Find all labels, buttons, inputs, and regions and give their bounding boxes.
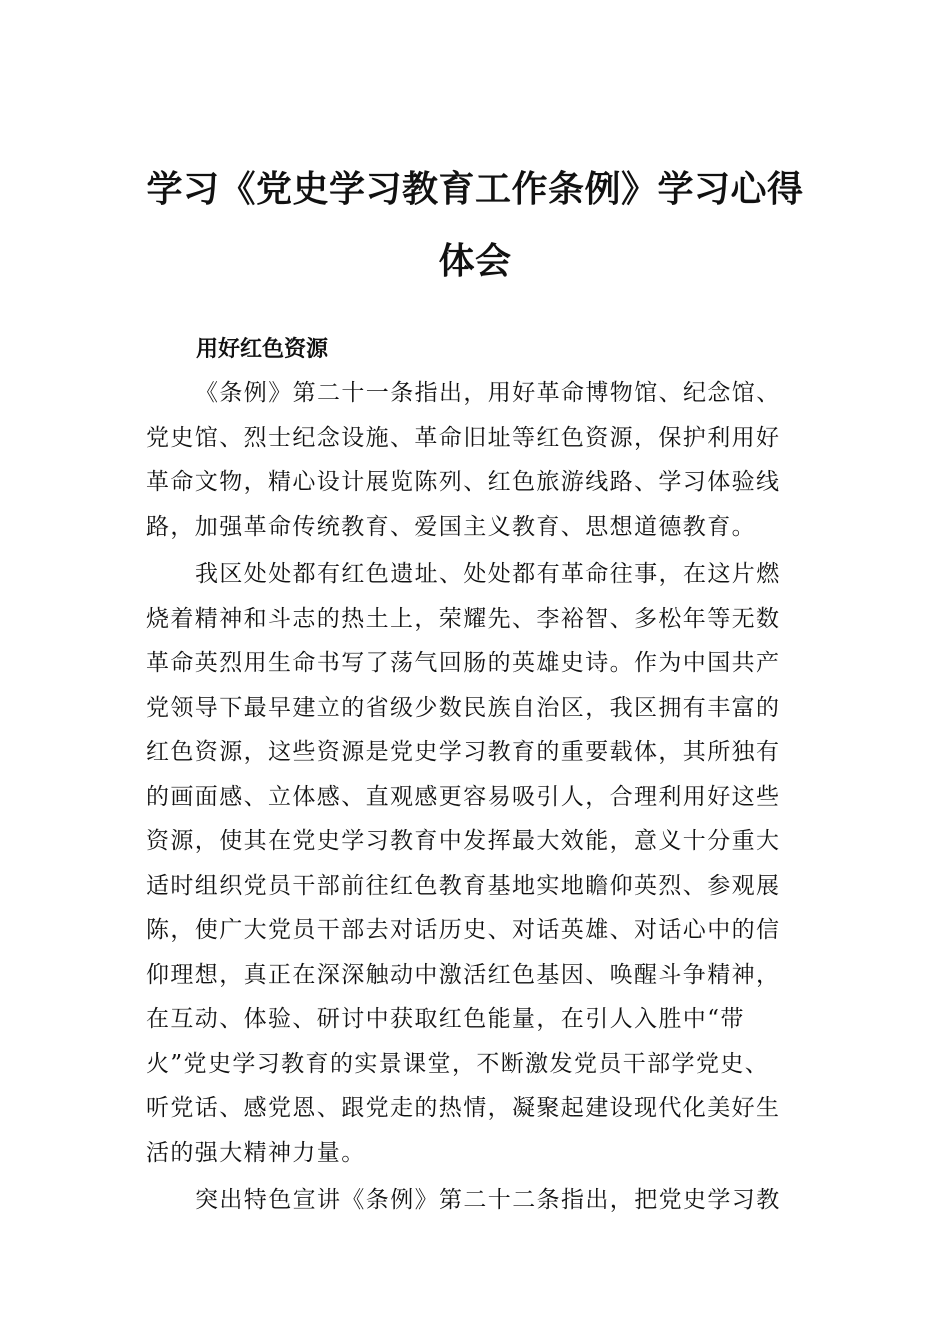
paragraph-line: 红色资源，这些资源是党史学习教育的重要载体，其所独有 — [146, 739, 781, 765]
paragraph-line: 适时组织党员干部前往红色教育基地实地瞻仰英烈、参观展 — [146, 872, 781, 899]
paragraph-line: 仰理想，真正在深深触动中激活红色基因、唤醒斗争精神， — [146, 961, 781, 988]
paragraph-line: 听党话、感党恩、跟党走的热情，凝聚起建设现代化美好生 — [146, 1095, 781, 1121]
paragraph-2 — [146, 552, 826, 1175]
paragraph-1 — [146, 371, 826, 549]
paragraph-line: 活的强大精神力量。 — [146, 1139, 366, 1166]
title-line-1: 学习《党史学习教育工作条例》学习心得 — [146, 169, 804, 210]
paragraph-line: 党领导下最早建立的省级少数民族自治区，我区拥有丰富的 — [146, 694, 781, 721]
paragraph-line: 我区处处都有红色遗址、处处都有革命往事，在这片燃 — [195, 561, 781, 587]
section-heading: 用好红色资源 — [196, 337, 329, 362]
paragraph-line: 路，加强革命传统教育、爱国主义教育、思想道德教育。 — [146, 513, 756, 540]
paragraph-line: 的画面感、立体感、直观感更容易吸引人，合理利用好这些 — [146, 783, 781, 810]
paragraph-line: 突出特色宣讲《条例》第二十二条指出，把党史学习教 — [195, 1187, 781, 1213]
document-title — [135, 154, 815, 298]
paragraph-line: 党史馆、烈士纪念设施、革命旧址等红色资源，保护利用好 — [146, 424, 781, 451]
paragraph-line: 《条例》第二十一条指出，用好革命博物馆、纪念馆、 — [195, 380, 781, 406]
paragraph-line: 陈，使广大党员干部去对话历史、对话英雄、对话心中的信 — [146, 917, 781, 943]
paragraph-line: 烧着精神和斗志的热土上，荣耀先、李裕智、多松年等无数 — [146, 605, 781, 632]
paragraph-line: 革命文物，精心设计展览陈列、红色旅游线路、学习体验线 — [146, 469, 781, 495]
paragraph-line: 革命英烈用生命书写了荡气回肠的英雄史诗。作为中国共产 — [146, 650, 781, 676]
paragraph-3 — [146, 1178, 826, 1223]
paragraph-line: 火”党史学习教育的实景课堂，不断激发党员干部学党史、 — [146, 1050, 770, 1077]
paragraph-line: 在互动、体验、研讨中获取红色能量，在引人入胜中“带 — [146, 1006, 745, 1032]
paragraph-line: 资源，使其在党史学习教育中发挥最大效能，意义十分重大 — [146, 828, 781, 854]
title-line-2: 体会 — [438, 241, 512, 282]
